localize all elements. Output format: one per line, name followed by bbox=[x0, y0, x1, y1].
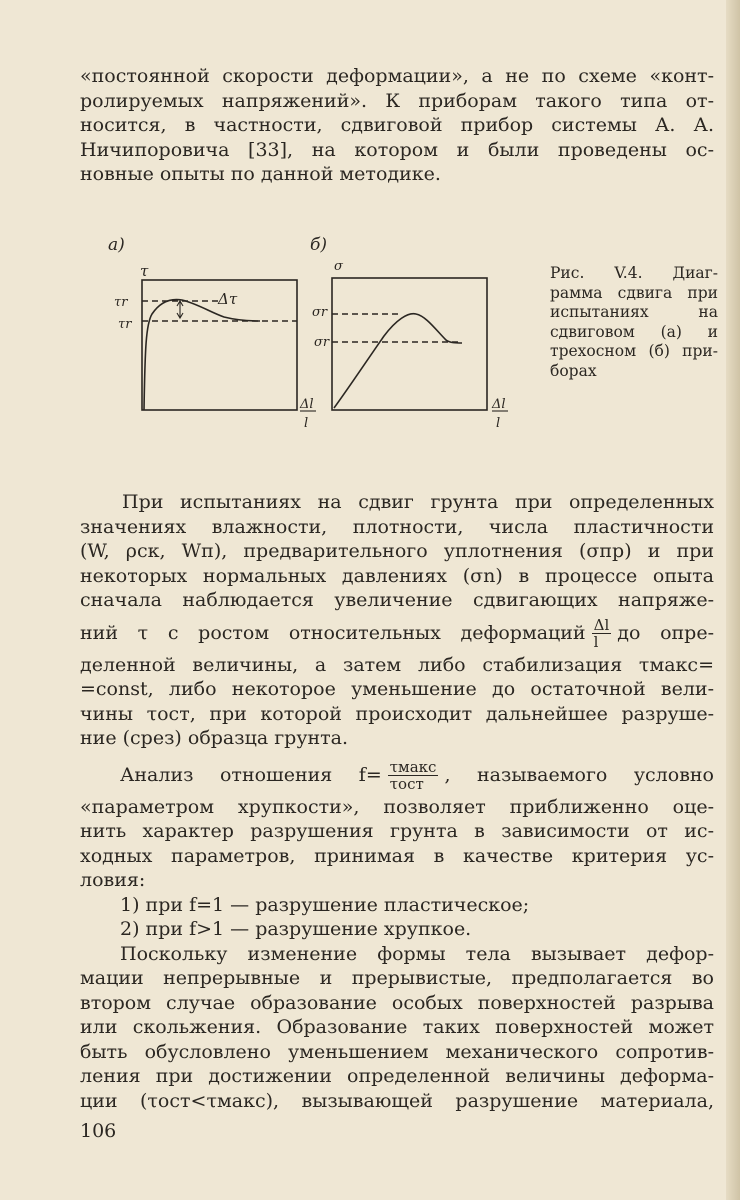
text-line: «постоянной скорости деформации», а не по схеме «конт- bbox=[80, 65, 714, 87]
text-line: значениях влажности, плотности, числа пластичности bbox=[80, 515, 714, 538]
text-line: Поскольку изменение формы тела вызывает дефор- bbox=[120, 942, 714, 965]
tau-r-label-2: τr bbox=[118, 317, 132, 332]
caption-line: сдвиговом (а) и bbox=[550, 322, 718, 341]
text-line: сначала наблюдается увеличение сдвигающих напряже- bbox=[80, 589, 714, 611]
caption-line: борах bbox=[550, 361, 597, 380]
text-line: или скольжения. Образование таких поверхностей может bbox=[80, 1016, 714, 1038]
text-line: «параметром хрупкости», позволяет приближенно оце- bbox=[80, 795, 714, 818]
text-line: =const, либо некоторое уменьшение до остаточной вели- bbox=[80, 678, 714, 700]
axis-sigma-label: σ bbox=[334, 259, 343, 274]
sigma-r-label-1: σr bbox=[312, 305, 328, 320]
text-line-with-fraction bbox=[80, 613, 714, 653]
text-line: ления при достижении определенной величины деформа- bbox=[80, 1065, 714, 1087]
text-fragment: ний τ с ростом относительных деформаций bbox=[80, 621, 586, 644]
text-line: ролируемых напряжений». К приборам такого типа от- bbox=[80, 89, 714, 112]
list-item: 1) при f=1 — разрушение пластическое; bbox=[120, 893, 530, 916]
text-line: ции (τост<τмакс), вызывающей разрушение материала, bbox=[80, 1089, 714, 1112]
fraction-denominator: l bbox=[593, 633, 599, 651]
text-fragment: , называемого условно bbox=[444, 763, 714, 786]
text-line: носится, в частности, сдвиговой прибор системы А. А. bbox=[80, 114, 714, 136]
page-edge bbox=[726, 0, 740, 1200]
text-line: (W, ρск, Wп), предварительного уплотнения (σпр) и при bbox=[80, 540, 714, 562]
fraction-numerator: τмакс bbox=[389, 758, 437, 776]
text-line: При испытаниях на сдвиг грунта при определенных bbox=[122, 491, 714, 513]
curve-b bbox=[334, 314, 462, 408]
brittleness-fraction bbox=[388, 759, 439, 792]
axis-tau-label: τ bbox=[140, 262, 149, 280]
text-fragment: Анализ отношения f= bbox=[120, 763, 382, 786]
caption-line: Рис. V.4. Диаг- bbox=[550, 264, 718, 282]
curve-a bbox=[144, 300, 260, 410]
list-item: 2) при f>1 — разрушение хрупкое. bbox=[120, 918, 472, 940]
fraction-denominator: τост bbox=[389, 775, 424, 793]
text-line: быть обусловлено уменьшением механического сопротив- bbox=[80, 1040, 714, 1063]
sigma-r-label-2: σr bbox=[314, 335, 330, 350]
strain-den-b: l bbox=[496, 416, 501, 431]
caption-line: трехосном (б) при- bbox=[550, 342, 718, 360]
strain-num-b: Δl bbox=[492, 397, 506, 412]
label-b: б) bbox=[310, 235, 328, 255]
figure-caption bbox=[550, 264, 718, 381]
tau-r-label-1: τr bbox=[114, 295, 128, 310]
strain-num-a: Δl bbox=[300, 397, 314, 412]
text-line: ние (срез) образца грунта. bbox=[80, 727, 349, 749]
text-line: мации непрерывные и прерывистые, предполагается во bbox=[80, 967, 714, 989]
paragraph-main bbox=[80, 490, 714, 1113]
paragraph-intro bbox=[80, 64, 714, 187]
text-line: деленной величины, а затем либо стабилизация τмакс= bbox=[80, 653, 714, 676]
text-line: ловия: bbox=[80, 869, 146, 891]
delta-tau-label: Δτ bbox=[218, 290, 238, 308]
caption-line: испытаниях на bbox=[550, 303, 718, 321]
text-line: нить характер разрушения грунта в зависимости от ис- bbox=[80, 820, 714, 842]
text-line: ходных параметров, принимая в качестве критерия ус- bbox=[80, 844, 714, 867]
text-line: некоторых нормальных давлениях (σn) в процессе опыта bbox=[80, 564, 714, 587]
strain-fraction bbox=[592, 617, 612, 650]
caption-line: рамма сдвига при bbox=[550, 283, 718, 302]
label-a: а) bbox=[108, 235, 125, 255]
text-line-with-fraction bbox=[80, 755, 714, 795]
text-fragment: до опре- bbox=[617, 621, 714, 644]
strain-den-a: l bbox=[304, 416, 309, 431]
panel-b-frame bbox=[332, 278, 487, 410]
text-line: втором случае образование особых поверхностей разрыва bbox=[80, 991, 714, 1014]
shear-diagram-figure bbox=[100, 228, 540, 438]
text-line: новные опыты по данной методике. bbox=[80, 163, 441, 185]
page-number: 106 bbox=[80, 1120, 117, 1142]
fraction-numerator: Δl bbox=[593, 616, 610, 634]
text-line: чины τост, при которой происходит дальнейшее разруше- bbox=[80, 702, 714, 725]
text-line: Ничипоровича [33], на котором и были проведены ос- bbox=[80, 138, 714, 161]
